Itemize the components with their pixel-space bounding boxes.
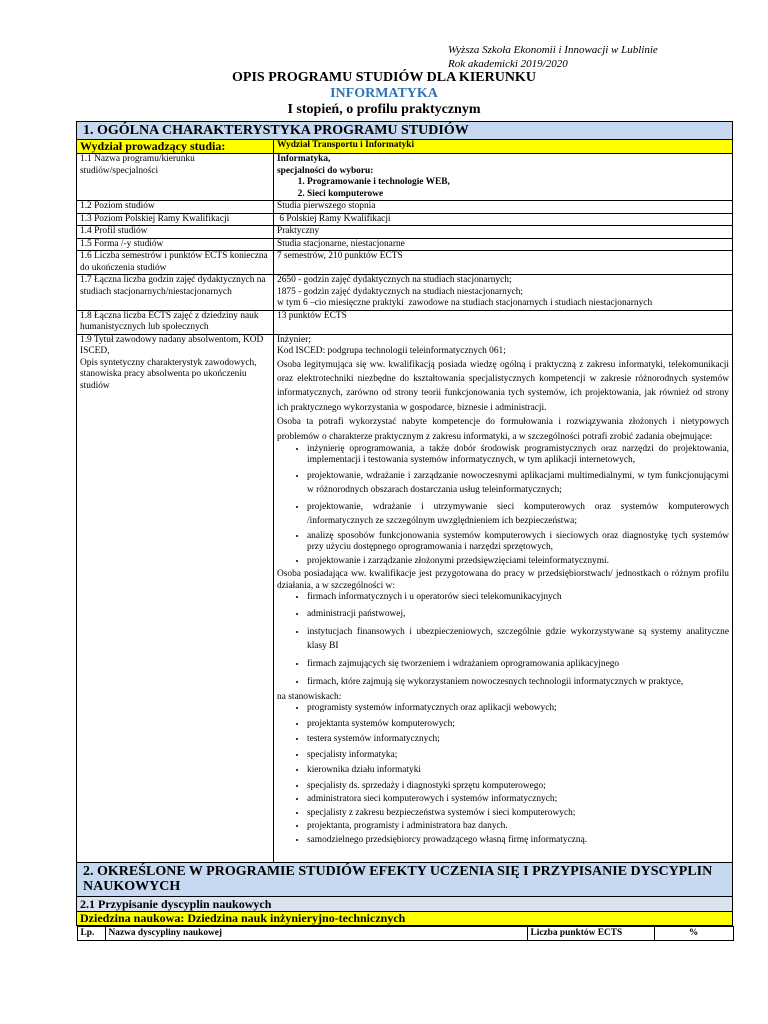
- row-1-3-label: 1.3 Poziom Polskiej Ramy Kwalifikacji: [77, 213, 274, 226]
- row-1-7-label: 1.7 Łączna liczba godzin zajęć dydaktycznych na studiach stacjonarnych/niestacjonarnych: [77, 275, 274, 311]
- dept-label: Wydział prowadzący studia:: [77, 140, 274, 154]
- task-item: • projektowanie i zarządzanie złożonymi przedsięwzięciami teleinformatycznymi.: [307, 556, 729, 568]
- employment-description: Osoba posiadająca ww. kwalifikacje jest przygotowana do pracy w przedsiębiorstwach/ jednostkach o różnym profilu działania, a w szczególności w:: [277, 569, 729, 591]
- document-header: [448, 43, 658, 71]
- column-percent: %: [654, 927, 733, 941]
- row-1-1-label: 1.1 Nazwa programu/kierunku studiów/specjalności: [77, 154, 274, 201]
- position-item: • administratora sieci komputerowych i systemów informatycznych;: [307, 794, 729, 806]
- workplace-item: • administracji państwowej,: [307, 609, 729, 621]
- position-item: • kierownika działu informatyki: [307, 765, 729, 777]
- position-item: • projektanta, programisty i administratora baz danych.: [307, 821, 729, 833]
- program-name: Informatyka,: [277, 154, 331, 164]
- position-item: • projektanta systemów komputerowych;: [307, 719, 729, 731]
- qualification-description: Osoba legitymująca się ww. kwalifikacją posiada wiedzę ogólną i praktyczną z zakresu informatyki, telekomunikacji oraz elektrotechniki niezbędne do kształtowania specjalistycznych kompetencji w zakresie różnorodnych systemów informatycznych, zarówno od strony teorii funkcjonowania tych systemów, ich projektowania, jak również od strony ich praktycznego wykorzystania w gospodarce, biznesie i administracji.: [277, 359, 729, 413]
- positions-list: [277, 703, 729, 846]
- column-lp: Lp.: [77, 927, 105, 941]
- row-1-6-label: 1.6 Liczba semestrów i punktów ECTS konieczna do ukończenia studiów: [77, 251, 274, 275]
- study-level-title: I stopień, o profilu praktycznym: [287, 102, 481, 117]
- task-item: • analizę sposobów funkcjonowania systemów komputerowych i sieciowych oraz diagnostykę tych systemów przy użyciu dostępnego oprogramowania i narzędzi sprzętowych,: [307, 531, 729, 554]
- row-1-6-value: 7 semestrów, 210 punktów ECTS: [274, 251, 733, 275]
- column-ects: Liczba punktów ECTS: [527, 927, 654, 941]
- position-item: • programisty systemów informatycznych oraz aplikacji webowych;: [307, 703, 729, 715]
- row-1-2-value: Studia pierwszego stopnia: [274, 201, 733, 214]
- section-2-1-heading: 2.1 Przypisanie dyscyplin naukowych: [77, 897, 733, 912]
- positions-label: na stanowiskach:: [277, 691, 342, 702]
- position-item: • specjalisty informatyka;: [307, 750, 729, 762]
- program-table: [76, 121, 733, 941]
- field-of-study-title: INFORMATYKA: [330, 86, 438, 101]
- specializations-list: [277, 177, 729, 200]
- row-1-9-label: 1.9 Tytuł zawodowy nadany absolwentom, KOD ISCED, Opis syntetyczny charakterystyk zawodowych, stanowiska pracy absolwenta po ukończeniu studiów: [77, 334, 274, 863]
- workplace-item: • firmach, które zajmują się wykorzystaniem nowoczesnych technologii informatycznych w praktyce,: [307, 675, 729, 689]
- workplace-item: • instytucjach finansowych i ubezpieczeniowych, szczególnie gdzie wykorzystywane są systemy analityczne klasy BI: [307, 625, 729, 654]
- hours-part-time: 1875 - godzin zajęć dydaktycznych na studiach niestacjonarnych;: [277, 286, 524, 297]
- row-1-8-label: 1.8 Łączna liczba ECTS zajęć z dziedziny nauk humanistycznych lub społecznych: [77, 310, 274, 334]
- professional-title: Inżynier;: [277, 334, 311, 345]
- position-item: • specjalisty ds. sprzedaży i diagnostyki sprzętu komputerowego;: [307, 781, 729, 793]
- workplaces-list: [277, 592, 729, 690]
- institution-name: Wyższa Szkoła Ekonomii i Innowacji w Lublinie: [448, 44, 658, 56]
- position-item: • specjalisty z zakresu bezpieczeństwa systemów i sieci komputerowych;: [307, 808, 729, 820]
- section-2-heading: 2. OKREŚLONE W PROGRAMIE STUDIÓW EFEKTY UCZENIA SIĘ I PRZYPISANIE DYSCYPLIN NAUKOWYCH: [77, 863, 733, 897]
- section-1-heading: 1. OGÓLNA CHARAKTERYSTYKA PROGRAMU STUDIÓW: [77, 122, 733, 140]
- row-1-4-value: Praktyczny: [274, 226, 733, 239]
- row-1-2-label: 1.2 Poziom studiów: [77, 201, 274, 214]
- hours-full-time: 2650 - godzin zajęć dydaktycznych na studiach stacjonarnych;: [277, 275, 512, 285]
- column-discipline-name: Nazwa dyscypliny naukowej: [105, 927, 527, 941]
- workplace-item: • firmach informatycznych i u operatorów sieci telekomunikacyjnych: [307, 592, 729, 604]
- document-title: OPIS PROGRAMU STUDIÓW DLA KIERUNKU: [232, 70, 536, 85]
- row-1-8-value: 13 punktów ECTS: [274, 310, 733, 334]
- academic-year: Rok akademicki 2019/2020: [448, 58, 568, 70]
- competences-description: Osoba ta potrafi wykorzystać nabyte kompetencje do formułowania i rozwiązywania złożonych i nietypowych problemów o charakterze praktycznym z zakresu informatyki, a w szczególności potrafi zrobić zadania obejmujące:: [277, 417, 729, 442]
- row-1-9-value: [274, 334, 733, 863]
- scientific-domain: Dziedzina naukowa: Dziedzina nauk inżynieryjno-technicznych: [77, 912, 733, 926]
- task-item: • projektowanie, wdrażanie i utrzymywanie sieci komputerowych oraz systemów komputerowych /informatycznych ze szczególnym uwzględnieniem ich bezpieczeństwa;: [307, 500, 729, 529]
- workplace-item: • firmach zajmujących się tworzeniem i wdrażaniem oprogramowania aplikacyjnego: [307, 659, 729, 671]
- position-item: • samodzielnego przedsiębiorcy prowadzącego własną firmę informatyczną.: [307, 835, 729, 847]
- disciplines-table-cell: [77, 926, 733, 942]
- row-1-5-value: Studia stacjonarne, niestacjonarne: [274, 238, 733, 251]
- internship-note: w tym 6 –cio miesięczne praktyki zawodowe na studiach stacjonarnych i studiach niestacjonarnych: [277, 298, 653, 308]
- position-item: • testera systemów informatycznych;: [307, 734, 729, 746]
- task-item: • inżynierię oprogramowania, a także dobór środowisk programistycznych oraz narzędzi do projektowania, implementacji i testowania systemów informatycznych, w tym aplikacji internetowych,: [307, 444, 729, 467]
- specialization-item: 2. Sieci komputerowe: [307, 189, 729, 201]
- row-1-5-label: 1.5 Forma /-y studiów: [77, 238, 274, 251]
- isced-code: Kod ISCED: podgrupa technologii teleinformatycznych 061;: [277, 346, 506, 356]
- row-1-1-value: [274, 154, 733, 201]
- specialization-item: 1. Programowanie i technologie WEB,: [307, 177, 729, 189]
- task-item: • projektowanie, wdrażanie i zarządzanie nowoczesnymi aplikacjami multimedialnymi, w tym funkcjonującymi w różnorodnych obszarach dostarczania usług teleinformatycznych;: [307, 469, 729, 498]
- row-1-7-value: [274, 275, 733, 311]
- row-1-4-label: 1.4 Profil studiów: [77, 226, 274, 239]
- tasks-list: [277, 444, 729, 567]
- dept-value: Wydział Transportu i Informatyki: [274, 140, 733, 154]
- specializations-label: specjalności do wyboru:: [277, 165, 374, 176]
- row-1-3-value: 6 Polskiej Ramy Kwalifikacji: [274, 213, 733, 226]
- disciplines-table: [77, 926, 734, 941]
